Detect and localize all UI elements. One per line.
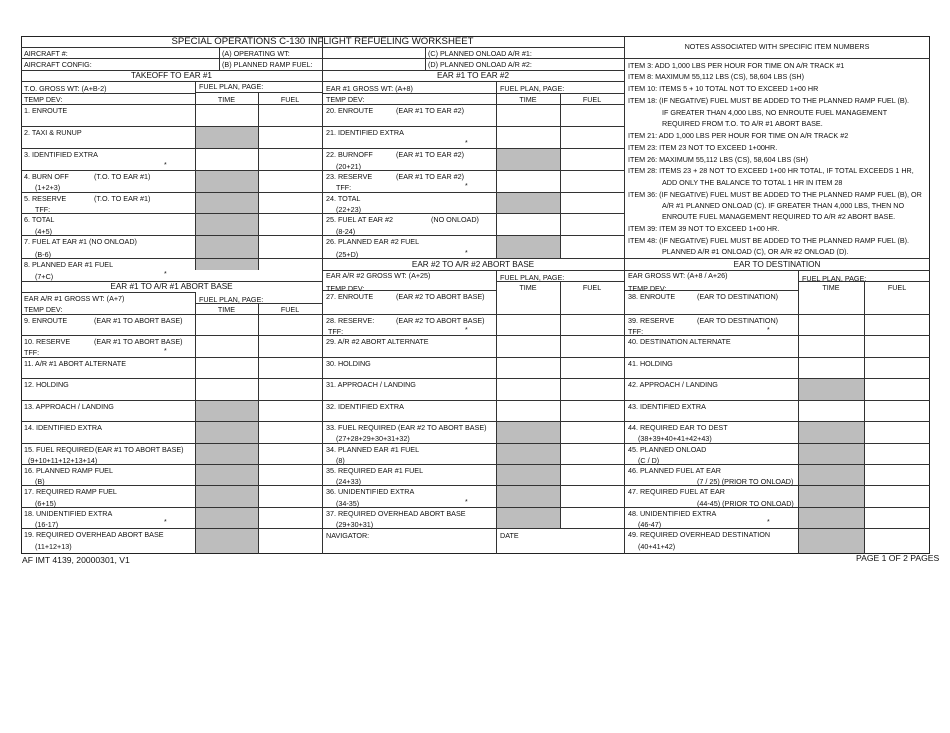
time-col-header: TIME bbox=[217, 305, 236, 314]
line bbox=[21, 528, 322, 529]
item-23-tff: TFF: bbox=[336, 183, 352, 192]
shaded-cell bbox=[497, 193, 560, 213]
line bbox=[322, 258, 624, 259]
line bbox=[425, 47, 426, 70]
item-27-label: 27. ENROUTE bbox=[326, 292, 374, 301]
temp-dev-label: TEMP DEV: bbox=[326, 284, 365, 293]
note-item-18-cont2: REQUIRED FROM T.O. TO A/R #1 ABORT BASE. bbox=[662, 119, 823, 128]
temp-dev-label: TEMP DEV: bbox=[24, 95, 63, 104]
line bbox=[322, 421, 624, 422]
item-44-formula: (38+39+40+41+42+43) bbox=[638, 434, 712, 443]
note-item-18-cont1: IF GREATER THAN 4,000 LBS, NO ENROUTE FUEL MANAGEMENT bbox=[662, 108, 888, 117]
item-19-label: 19. REQUIRED OVERHEAD ABORT BASE bbox=[24, 530, 164, 539]
shaded-cell bbox=[799, 422, 864, 443]
planned-onload-ar1-label: (C) PLANNED ONLOAD A/R #1: bbox=[428, 49, 532, 58]
item-23-note: (EAR #1 TO EAR #2) bbox=[396, 172, 465, 181]
ear-gross-wt-label: EAR GROSS WT: (A+8 / A+26) bbox=[628, 271, 728, 280]
ear-ar2-gross-wt-label: EAR A/R #2 GROSS WT: (A+25) bbox=[326, 271, 431, 280]
line bbox=[560, 93, 561, 258]
line bbox=[624, 314, 930, 315]
item-27-note: (EAR #2 TO ABORT BASE) bbox=[396, 292, 485, 301]
item-20-label: 20. ENROUTE bbox=[326, 106, 374, 115]
shaded-cell bbox=[196, 444, 258, 464]
divider-col-b bbox=[624, 36, 625, 554]
line bbox=[21, 235, 322, 236]
note-marker: * bbox=[164, 162, 167, 169]
fuel-plan-page-label: FUEL PLAN, PAGE: bbox=[199, 82, 264, 91]
item-11-label: 11. A/R #1 ABORT ALTERNATE bbox=[24, 359, 126, 368]
note-item-23: ITEM 23: ITEM 23 NOT TO EXCEED 1+00HR. bbox=[628, 143, 778, 152]
planned-onload-ar2-label: (D) PLANNED ONLOAD A/R #2: bbox=[428, 60, 532, 69]
form-id: AF IMT 4139, 20000301, V1 bbox=[22, 555, 130, 565]
line bbox=[322, 170, 624, 171]
note-marker: * bbox=[465, 327, 468, 334]
item-34-formula: (8) bbox=[336, 456, 345, 465]
item-10-note: (EAR #1 TO ABORT BASE) bbox=[94, 337, 183, 346]
item-45-label: 45. PLANNED ONLOAD bbox=[628, 445, 707, 454]
note-item-48-cont: PLANNED A/R #1 ONLOAD (C), OR A/R #2 ONLOAD (D). bbox=[662, 247, 849, 256]
line bbox=[322, 235, 624, 236]
item-24-formula: (22+23) bbox=[336, 205, 361, 214]
item-5-tff: TFF: bbox=[35, 205, 51, 214]
line bbox=[21, 148, 322, 149]
item-17-formula: (6+15) bbox=[35, 499, 56, 508]
item-4-formula: (1+2+3) bbox=[35, 183, 61, 192]
item-35-label: 35. REQUIRED EAR #1 FUEL bbox=[326, 466, 424, 475]
shaded-cell bbox=[497, 465, 560, 485]
item-43-label: 43. IDENTIFIED EXTRA bbox=[628, 402, 706, 411]
item-15-formula: (9+10+11+12+13+14) bbox=[28, 456, 98, 465]
line bbox=[21, 213, 322, 214]
shaded-cell bbox=[497, 236, 560, 258]
item-28-label: 28. RESERVE: bbox=[326, 316, 375, 325]
item-30-label: 30. HOLDING bbox=[326, 359, 371, 368]
page-indicator: PAGE 1 OF 2 PAGES bbox=[856, 553, 940, 563]
worksheet-title: SPECIAL OPERATIONS C-130 INFLIGHT REFUELING WORKSHEET bbox=[171, 36, 474, 47]
note-marker: * bbox=[465, 250, 468, 257]
shaded-cell bbox=[799, 508, 864, 528]
item-8-label: 8. PLANNED EAR #1 FUEL bbox=[24, 260, 114, 269]
line bbox=[624, 357, 930, 358]
note-item-8: ITEM 8: MAXIMUM 55,112 LBS (CS), 58,604 LBS (SH) bbox=[628, 72, 805, 81]
item-28-tff: TFF: bbox=[328, 327, 344, 336]
line bbox=[322, 314, 624, 315]
item-38-label: 38. ENROUTE bbox=[628, 292, 676, 301]
item-9-note: (EAR #1 TO ABORT BASE) bbox=[94, 316, 183, 325]
line bbox=[21, 378, 322, 379]
line bbox=[624, 400, 930, 401]
item-41-label: 41. HOLDING bbox=[628, 359, 673, 368]
note-marker: * bbox=[164, 519, 167, 526]
note-item-21: ITEM 21: ADD 1,000 LBS PER HOUR FOR TIME ON A/R TRACK #2 bbox=[628, 131, 849, 140]
item-48-formula: (46-47) bbox=[638, 520, 662, 529]
shaded-cell bbox=[196, 214, 258, 235]
line bbox=[21, 292, 195, 293]
note-marker: * bbox=[767, 327, 770, 334]
item-35-formula: (24+33) bbox=[336, 477, 361, 486]
item-36-formula: (34-35) bbox=[336, 499, 360, 508]
line bbox=[21, 104, 322, 105]
fuel-col-header: FUEL bbox=[280, 305, 300, 314]
item-5-label: 5. RESERVE bbox=[24, 194, 67, 203]
item-49-formula: (40+41+42) bbox=[638, 542, 676, 551]
line bbox=[322, 104, 624, 105]
line bbox=[322, 148, 624, 149]
divider-col-a bbox=[322, 36, 323, 554]
shaded-cell bbox=[196, 529, 258, 553]
note-item-26: ITEM 26: MAXIMUM 55,112 LBS (CS), 58,604 LBS (SH) bbox=[628, 155, 809, 164]
item-4-note: (T.O. TO EAR #1) bbox=[94, 172, 151, 181]
item-18-formula: (16-17) bbox=[35, 520, 59, 529]
item-26-label: 26. PLANNED EAR #2 FUEL bbox=[326, 237, 420, 246]
line bbox=[624, 528, 930, 529]
item-7-label: 7. FUEL AT EAR #1 (NO ONLOAD) bbox=[24, 237, 137, 246]
item-1-label: 1. ENROUTE bbox=[24, 106, 68, 115]
item-22-note: (EAR #1 TO EAR #2) bbox=[396, 150, 465, 159]
shaded-cell bbox=[497, 508, 560, 528]
shaded-cell bbox=[497, 486, 560, 507]
line bbox=[322, 357, 624, 358]
item-26-formula: (25+D) bbox=[336, 250, 359, 259]
item-25-note: (NO ONLOAD) bbox=[431, 215, 479, 224]
line bbox=[21, 485, 322, 486]
item-28-note: (EAR #2 TO ABORT BASE) bbox=[396, 316, 485, 325]
line bbox=[322, 507, 624, 508]
item-13-label: 13. APPROACH / LANDING bbox=[24, 402, 114, 411]
navigator-label: NAVIGATOR: bbox=[326, 531, 370, 540]
time-col-header: TIME bbox=[519, 283, 537, 292]
item-16-label: 16. PLANNED RAMP FUEL bbox=[24, 466, 113, 475]
line bbox=[322, 464, 624, 465]
line bbox=[21, 58, 930, 59]
note-marker: * bbox=[465, 183, 468, 190]
line bbox=[624, 335, 930, 336]
item-2-label: 2. TAXI & RUNUP bbox=[24, 128, 82, 137]
to-gross-wt-label: T.O. GROSS WT: (A+B-2) bbox=[24, 84, 107, 93]
note-item-3: ITEM 3: ADD 1,000 LBS PER HOUR FOR TIME ON A/R TRACK #1 bbox=[628, 61, 845, 70]
item-32-label: 32. IDENTIFIED EXTRA bbox=[326, 402, 404, 411]
item-49-label: 49. REQUIRED OVERHEAD DESTINATION bbox=[628, 530, 771, 539]
line bbox=[322, 192, 624, 193]
fuel-col-header: FUEL bbox=[887, 283, 907, 292]
line bbox=[322, 81, 624, 82]
item-33-label: 33. FUEL REQUIRED bbox=[326, 423, 397, 432]
line bbox=[624, 443, 930, 444]
fuel-col-header: FUEL bbox=[582, 95, 602, 104]
line bbox=[21, 357, 322, 358]
item-47-label: 47. REQUIRED FUEL AT EAR bbox=[628, 487, 725, 496]
line bbox=[624, 421, 930, 422]
fuel-plan-page-label: FUEL PLAN, PAGE: bbox=[802, 274, 867, 283]
line bbox=[21, 47, 624, 48]
aircraft-config-label: AIRCRAFT CONFIG: bbox=[24, 60, 92, 69]
item-46-label: 46. PLANNED FUEL AT EAR bbox=[628, 466, 721, 475]
note-item-18: ITEM 18: (IF NEGATIVE) FUEL MUST BE ADDED TO THE PLANNED RAMP FUEL (B). bbox=[628, 96, 910, 105]
item-40-label: 40. DESTINATION ALTERNATE bbox=[628, 337, 731, 346]
item-21-label: 21. IDENTIFIED EXTRA bbox=[326, 128, 404, 137]
item-29-label: 29. A/R #2 ABORT ALTERNATE bbox=[326, 337, 429, 346]
item-46-formula: (7 / 25) (PRIOR TO ONLOAD) bbox=[697, 477, 794, 486]
item-4-label: 4. BURN OFF bbox=[24, 172, 69, 181]
item-37-formula: (29+30+31) bbox=[336, 520, 374, 529]
item-48-label: 48. UNIDENTIFIED EXTRA bbox=[628, 509, 717, 518]
line bbox=[322, 335, 624, 336]
shaded-cell bbox=[799, 486, 864, 507]
item-15-label: 15. FUEL REQUIRED bbox=[24, 445, 95, 454]
shaded-cell bbox=[196, 508, 258, 528]
item-36-label: 36. UNIDENTIFIED EXTRA bbox=[326, 487, 415, 496]
item-22-formula: (20+21) bbox=[336, 162, 361, 171]
item-25-label: 25. FUEL AT EAR #2 bbox=[326, 215, 393, 224]
item-33-formula: (27+28+29+30+31+32) bbox=[336, 434, 410, 443]
note-item-36: ITEM 36: (IF NEGATIVE) FUEL MUST BE ADDED TO THE PLANNED RAMP FUEL (B), OR bbox=[628, 190, 922, 199]
line bbox=[258, 303, 259, 554]
item-16-formula: (B) bbox=[35, 477, 45, 486]
shaded-cell bbox=[497, 422, 560, 443]
line bbox=[624, 464, 930, 465]
line bbox=[322, 400, 624, 401]
shaded-cell bbox=[799, 444, 864, 464]
time-col-header: TIME bbox=[519, 95, 537, 104]
shaded-cell bbox=[196, 193, 258, 213]
note-item-28-cont: ADD ONLY THE BALANCE TO TOTAL 1 HR IN ITEM 28 bbox=[662, 178, 843, 187]
item-34-label: 34. PLANNED EAR #1 FUEL bbox=[326, 445, 420, 454]
fuel-plan-page-label: FUEL PLAN, PAGE: bbox=[500, 273, 565, 282]
line bbox=[560, 281, 561, 528]
fuel-col-header: FUEL bbox=[280, 95, 300, 104]
shaded-cell bbox=[196, 259, 258, 270]
line bbox=[624, 258, 930, 259]
fuel-col-header: FUEL bbox=[582, 283, 602, 292]
shaded-cell bbox=[196, 401, 258, 421]
line bbox=[322, 443, 624, 444]
line bbox=[322, 378, 624, 379]
shaded-cell bbox=[497, 444, 560, 464]
shaded-cell bbox=[196, 127, 258, 148]
line bbox=[258, 92, 259, 270]
section-header-ar2-abort: EAR #2 TO A/R #2 ABORT BASE bbox=[411, 260, 535, 269]
planned-ramp-fuel-label: (B) PLANNED RAMP FUEL: bbox=[222, 60, 313, 69]
shaded-cell bbox=[196, 465, 258, 485]
item-37-label: 37. REQUIRED OVERHEAD ABORT BASE bbox=[326, 509, 466, 518]
line bbox=[864, 281, 865, 554]
item-42-label: 42. APPROACH / LANDING bbox=[628, 380, 718, 389]
item-33-note: (EAR #2 TO ABORT BASE) bbox=[398, 423, 487, 432]
time-col-header: TIME bbox=[217, 95, 236, 104]
ear-ar1-gross-wt-label: EAR A/R #1 GROSS WT: (A+7) bbox=[24, 294, 125, 303]
shaded-cell bbox=[799, 529, 864, 553]
line bbox=[21, 170, 322, 171]
item-24-label: 24. TOTAL bbox=[326, 194, 361, 203]
line bbox=[21, 443, 322, 444]
line bbox=[21, 93, 195, 94]
line bbox=[322, 126, 624, 127]
fuel-plan-page-label: FUEL PLAN, PAGE: bbox=[500, 84, 565, 93]
item-38-note: (EAR TO DESTINATION) bbox=[697, 292, 779, 301]
temp-dev-label: TEMP DEV: bbox=[628, 284, 667, 293]
note-item-48: ITEM 48: (IF NEGATIVE) FUEL MUST BE ADDED TO THE PLANNED RAMP FUEL (B). bbox=[628, 236, 910, 245]
item-14-label: 14. IDENTIFIED EXTRA bbox=[24, 423, 102, 432]
line bbox=[322, 485, 624, 486]
notes-header: NOTES ASSOCIATED WITH SPECIFIC ITEM NUMBERS bbox=[684, 42, 870, 51]
line bbox=[21, 192, 322, 193]
item-9-label: 9. ENROUTE bbox=[24, 316, 68, 325]
line bbox=[21, 507, 322, 508]
note-item-39: ITEM 39: ITEM 39 NOT TO EXCEED 1+00 HR. bbox=[628, 224, 780, 233]
ear1-gross-wt-label: EAR #1 GROSS WT: (A+8) bbox=[326, 84, 413, 93]
item-10-tff: TFF: bbox=[24, 348, 40, 357]
shaded-cell bbox=[196, 236, 258, 258]
item-3-label: 3. IDENTIFIED EXTRA bbox=[24, 150, 98, 159]
item-8-formula: (7+C) bbox=[35, 272, 54, 281]
note-marker: * bbox=[164, 348, 167, 355]
shaded-cell bbox=[799, 379, 864, 400]
item-31-label: 31. APPROACH / LANDING bbox=[326, 380, 416, 389]
item-19-formula: (11+12+13) bbox=[35, 542, 72, 551]
line bbox=[21, 126, 322, 127]
section-header-ear-destination: EAR TO DESTINATION bbox=[733, 260, 821, 269]
aircraft-number-label: AIRCRAFT #: bbox=[24, 49, 68, 58]
line bbox=[21, 258, 322, 259]
line bbox=[21, 421, 322, 422]
note-item-10: ITEM 10: ITEMS 5 + 10 TOTAL NOT TO EXCEED 1+00 HR bbox=[628, 84, 819, 93]
item-45-formula: (C / D) bbox=[638, 456, 660, 465]
note-item-36-cont2: ENROUTE FUEL MANAGEMENT REQUIRED TO A/R #2 ABORT BASE. bbox=[662, 212, 896, 221]
time-col-header: TIME bbox=[822, 283, 840, 292]
line bbox=[219, 47, 220, 70]
line bbox=[21, 400, 322, 401]
temp-dev-label: TEMP DEV: bbox=[326, 95, 365, 104]
section-header-takeoff: TAKEOFF TO EAR #1 bbox=[131, 71, 212, 80]
item-22-label: 22. BURNOFF bbox=[326, 150, 373, 159]
shaded-cell bbox=[196, 486, 258, 507]
item-39-label: 39. RESERVE bbox=[628, 316, 675, 325]
line bbox=[21, 335, 322, 336]
item-6-formula: (4+5) bbox=[35, 227, 52, 236]
item-25-formula: (8-24) bbox=[336, 227, 356, 236]
shaded-cell bbox=[497, 149, 560, 170]
line bbox=[624, 378, 930, 379]
shaded-cell bbox=[196, 422, 258, 443]
line bbox=[21, 314, 322, 315]
operating-wt-label: (A) OPERATING WT: bbox=[222, 49, 290, 58]
item-18-label: 18. UNIDENTIFIED EXTRA bbox=[24, 509, 113, 518]
item-5-note: (T.O. TO EAR #1) bbox=[94, 194, 151, 203]
note-marker: * bbox=[767, 519, 770, 526]
shaded-cell bbox=[799, 465, 864, 485]
line bbox=[322, 93, 496, 94]
note-marker: * bbox=[465, 499, 468, 506]
item-6-label: 6. TOTAL bbox=[24, 215, 55, 224]
fuel-plan-page-label: FUEL PLAN, PAGE: bbox=[199, 295, 264, 304]
item-10-label: 10. RESERVE bbox=[24, 337, 71, 346]
item-23-label: 23. RESERVE bbox=[326, 172, 373, 181]
note-marker: * bbox=[465, 140, 468, 147]
section-header-ar1-abort: EAR #1 TO A/R #1 ABORT BASE bbox=[110, 282, 233, 291]
item-12-label: 12. HOLDING bbox=[24, 380, 69, 389]
item-20-note: (EAR #1 TO EAR #2) bbox=[396, 106, 465, 115]
line bbox=[21, 81, 322, 82]
item-17-label: 17. REQUIRED RAMP FUEL bbox=[24, 487, 117, 496]
line bbox=[322, 213, 624, 214]
date-label: DATE bbox=[500, 531, 519, 540]
item-7-formula: (B-6) bbox=[35, 250, 51, 259]
item-39-note: (EAR TO DESTINATION) bbox=[697, 316, 779, 325]
note-item-36-cont1: A/R #1 PLANNED ONLOAD (C). IF GREATER THAN 4,000 LBS, THEN NO bbox=[662, 201, 905, 210]
item-15-note: (EAR #1 TO ABORT BASE) bbox=[95, 445, 184, 454]
temp-dev-label: TEMP DEV: bbox=[24, 305, 63, 314]
section-header-ear1-ear2: EAR #1 TO EAR #2 bbox=[436, 71, 510, 80]
item-44-label: 44. REQUIRED EAR TO DEST bbox=[628, 423, 728, 432]
item-47-formula: (44-45) (PRIOR TO ONLOAD) bbox=[697, 499, 794, 508]
shaded-cell bbox=[196, 171, 258, 192]
note-marker: * bbox=[164, 271, 167, 278]
item-39-tff: TFF: bbox=[628, 327, 644, 336]
note-item-28: ITEM 28: ITEMS 23 + 28 NOT TO EXCEED 1+00 HR TOTAL, IF TOTAL EXCEEDS 1 HR, bbox=[628, 166, 914, 175]
